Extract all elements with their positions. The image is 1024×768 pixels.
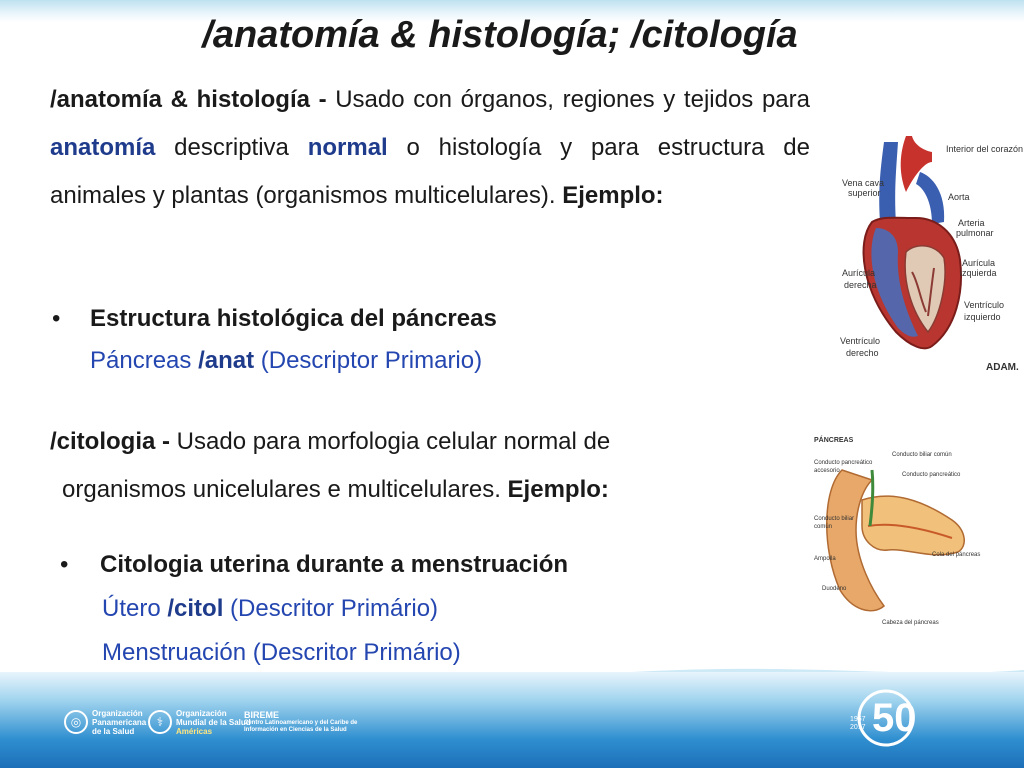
example1-descriptor-c: (Descriptor Primario) [254, 347, 483, 374]
logo-oms-sub: Américas [176, 726, 213, 736]
label-auricula-der-1: Aurícula [842, 268, 876, 278]
label-adam-logo: ADAM. [986, 362, 1019, 373]
logo-bireme-text-group [240, 711, 357, 734]
label-arteria-1: Arteria [958, 218, 985, 228]
label-auricula-izq-2: izquierda [960, 268, 997, 278]
word-normal: normal [307, 134, 388, 161]
label-aorta: Aorta [948, 192, 970, 202]
citologia-line-2 [62, 476, 609, 504]
label-conducto-comun-1: Conducto biliar [814, 516, 855, 522]
slide-title: /anatomía & histología; /citología [202, 14, 798, 56]
label-auricula-izq-1: Aurícula [962, 258, 996, 268]
example1-qualifier: /anat [198, 347, 255, 374]
example1-descriptor [90, 347, 482, 375]
label-conducto-comun-2: común [814, 524, 833, 530]
label-arteria-2: pulmonar [956, 228, 994, 238]
label-duodeno: Duodeno [822, 586, 847, 592]
example1-heading: Estructura histológica del páncreas [90, 305, 497, 332]
label-conducto-pan: Conducto pancreático [902, 472, 961, 478]
pulmonary-artery-shape [916, 172, 944, 224]
bullet-1: • [52, 305, 61, 332]
example2-qualifier: /citol [167, 595, 224, 622]
intro-paragraph [50, 76, 810, 220]
example2-descriptor1-c: (Descritor Primário) [223, 595, 439, 622]
label-conducto-biliar: Conducto biliar común [892, 452, 952, 458]
label-interior: Interior del corazón [946, 144, 1024, 154]
pancreas-illustration [812, 430, 981, 630]
bullet-2: • [60, 551, 69, 578]
example2-descriptor-1 [102, 595, 438, 623]
who-emblem-icon: ⚕ [148, 710, 172, 734]
logo-bireme [240, 704, 357, 740]
example1-descriptor-a: Páncreas [90, 347, 199, 374]
citologia-line1-rest: Usado para morfologia celular normal de [170, 428, 611, 455]
intro-term: /anatomía & histología - [50, 86, 327, 113]
citologia-ejemplo: Ejemplo: [507, 476, 609, 503]
label-vena-cava-1: Vena cava [842, 178, 885, 188]
label-conducto-acc-1: Conducto pancreático [814, 460, 873, 466]
logo-ops-text: Organización Panamericana de la Salud [92, 708, 147, 736]
logo-oms [148, 704, 251, 740]
label-ventriculo-izq-2: izquierdo [964, 312, 1001, 322]
logo-bireme-title: BIREME [244, 709, 280, 720]
anniversary-number: 50 [872, 696, 917, 740]
label-ventriculo-der-1: Ventrículo [840, 336, 881, 346]
label-ventriculo-der-2: derecho [846, 348, 879, 358]
label-auricula-der-2: derecha [844, 280, 877, 290]
citologia-line2-text: organismos unicelulares e multicelulares. [62, 476, 508, 503]
label-ampolla: Ampolla [814, 556, 836, 562]
label-cola: Cola del páncreas [932, 552, 981, 558]
intro-text-2: descriptiva [155, 134, 308, 161]
example2-descriptor-2: Menstruación (Descritor Primário) [102, 639, 461, 666]
example2-heading: Citologia uterina durante a menstruación [100, 551, 569, 578]
intro-text-1: Usado con órganos, regiones y tejidos para [326, 86, 810, 113]
word-anatomia: anatomía [50, 134, 156, 161]
label-cabeza: Cabeza del páncreas [882, 620, 939, 626]
example2-descriptor1-a: Útero [102, 595, 168, 622]
label-vena-cava-2: superior [848, 188, 881, 198]
label-pancreas-title: PÁNCREAS [814, 437, 854, 444]
logo-oms-text-group [172, 709, 251, 736]
logo-bireme-text: Centro Latinoamericano y del Caribe de Información en Ciencias de la Salud [244, 719, 358, 733]
citologia-line-1 [50, 428, 610, 456]
heart-illustration [836, 132, 1024, 376]
anniversary-years: 1967 2017 [850, 716, 866, 731]
label-conducto-acc-2: accesorio [814, 468, 840, 474]
logo-ops [64, 704, 146, 740]
label-ventriculo-izq-1: Ventrículo [964, 300, 1005, 310]
intro-ejemplo: Ejemplo: [562, 182, 664, 209]
citologia-term: /citologia - [50, 428, 170, 455]
globe-icon: ◎ [64, 710, 88, 734]
intro-text-3: o histología y para estructura de animales y plantas (organismos multicelulares). [50, 134, 810, 209]
logo-oms-text: Organización Mundial de la Salud [176, 708, 251, 727]
